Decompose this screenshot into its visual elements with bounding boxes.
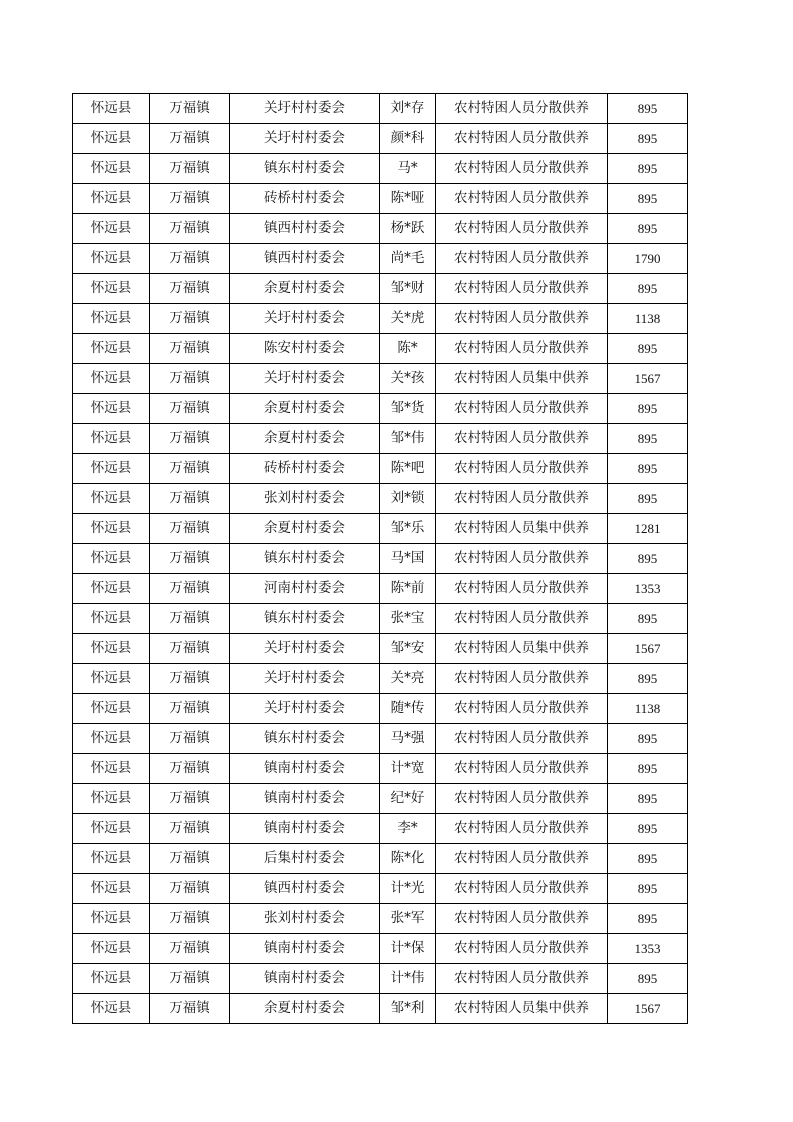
county-cell: 怀远县	[73, 514, 150, 544]
name-cell: 邹*货	[380, 394, 436, 424]
name-cell: 邹*安	[380, 634, 436, 664]
town-cell: 万福镇	[150, 814, 230, 844]
name-cell: 李*	[380, 814, 436, 844]
village-committee-cell: 关圩村村委会	[230, 664, 380, 694]
amount-cell: 1567	[608, 994, 688, 1024]
table-row	[73, 304, 688, 334]
category-cell: 农村特困人员分散供养	[436, 724, 608, 754]
category-cell: 农村特困人员分散供养	[436, 694, 608, 724]
category-cell: 农村特困人员分散供养	[436, 904, 608, 934]
village-committee-cell: 镇南村村委会	[230, 754, 380, 784]
name-cell: 刘*存	[380, 94, 436, 124]
name-cell: 陈*吧	[380, 454, 436, 484]
amount-cell: 895	[608, 844, 688, 874]
table-row	[73, 454, 688, 484]
village-committee-cell: 关圩村村委会	[230, 364, 380, 394]
relief-roster-table	[72, 93, 688, 1024]
town-cell: 万福镇	[150, 844, 230, 874]
village-committee-cell: 余夏村村委会	[230, 424, 380, 454]
name-cell: 计*光	[380, 874, 436, 904]
county-cell: 怀远县	[73, 664, 150, 694]
town-cell: 万福镇	[150, 214, 230, 244]
category-cell: 农村特困人员集中供养	[436, 634, 608, 664]
name-cell: 邹*伟	[380, 424, 436, 454]
table-row	[73, 244, 688, 274]
amount-cell: 895	[608, 874, 688, 904]
table-row	[73, 874, 688, 904]
table-row	[73, 124, 688, 154]
village-committee-cell: 关圩村村委会	[230, 304, 380, 334]
town-cell: 万福镇	[150, 694, 230, 724]
amount-cell: 895	[608, 394, 688, 424]
town-cell: 万福镇	[150, 784, 230, 814]
table-row	[73, 844, 688, 874]
table-row	[73, 334, 688, 364]
county-cell: 怀远县	[73, 394, 150, 424]
category-cell: 农村特困人员分散供养	[436, 214, 608, 244]
town-cell: 万福镇	[150, 664, 230, 694]
village-committee-cell: 砖桥村村委会	[230, 454, 380, 484]
name-cell: 邹*利	[380, 994, 436, 1024]
category-cell: 农村特困人员分散供养	[436, 304, 608, 334]
name-cell: 邹*财	[380, 274, 436, 304]
amount-cell: 895	[608, 784, 688, 814]
town-cell: 万福镇	[150, 574, 230, 604]
amount-cell: 895	[608, 154, 688, 184]
town-cell: 万福镇	[150, 964, 230, 994]
village-committee-cell: 余夏村村委会	[230, 394, 380, 424]
village-committee-cell: 陈安村村委会	[230, 334, 380, 364]
table-row	[73, 154, 688, 184]
county-cell: 怀远县	[73, 784, 150, 814]
table-row	[73, 904, 688, 934]
village-committee-cell: 余夏村村委会	[230, 994, 380, 1024]
category-cell: 农村特困人员分散供养	[436, 844, 608, 874]
town-cell: 万福镇	[150, 424, 230, 454]
county-cell: 怀远县	[73, 544, 150, 574]
village-committee-cell: 镇西村村委会	[230, 874, 380, 904]
category-cell: 农村特困人员分散供养	[436, 874, 608, 904]
amount-cell: 1138	[608, 694, 688, 724]
county-cell: 怀远县	[73, 814, 150, 844]
category-cell: 农村特困人员分散供养	[436, 274, 608, 304]
table-row	[73, 184, 688, 214]
category-cell: 农村特困人员集中供养	[436, 514, 608, 544]
county-cell: 怀远县	[73, 304, 150, 334]
county-cell: 怀远县	[73, 364, 150, 394]
category-cell: 农村特困人员分散供养	[436, 454, 608, 484]
name-cell: 陈*化	[380, 844, 436, 874]
name-cell: 马*	[380, 154, 436, 184]
amount-cell: 895	[608, 604, 688, 634]
category-cell: 农村特困人员分散供养	[436, 544, 608, 574]
category-cell: 农村特困人员分散供养	[436, 964, 608, 994]
amount-cell: 1353	[608, 934, 688, 964]
name-cell: 关*虎	[380, 304, 436, 334]
category-cell: 农村特困人员分散供养	[436, 784, 608, 814]
amount-cell: 895	[608, 334, 688, 364]
table-row	[73, 934, 688, 964]
village-committee-cell: 余夏村村委会	[230, 514, 380, 544]
name-cell: 张*宝	[380, 604, 436, 634]
name-cell: 邹*乐	[380, 514, 436, 544]
town-cell: 万福镇	[150, 754, 230, 784]
county-cell: 怀远县	[73, 694, 150, 724]
village-committee-cell: 关圩村村委会	[230, 634, 380, 664]
village-committee-cell: 张刘村村委会	[230, 904, 380, 934]
village-committee-cell: 余夏村村委会	[230, 274, 380, 304]
village-committee-cell: 镇东村村委会	[230, 544, 380, 574]
amount-cell: 895	[608, 754, 688, 784]
table-row	[73, 544, 688, 574]
name-cell: 尚*毛	[380, 244, 436, 274]
town-cell: 万福镇	[150, 904, 230, 934]
name-cell: 陈*前	[380, 574, 436, 604]
table-row	[73, 394, 688, 424]
amount-cell: 895	[608, 664, 688, 694]
town-cell: 万福镇	[150, 634, 230, 664]
county-cell: 怀远县	[73, 124, 150, 154]
town-cell: 万福镇	[150, 604, 230, 634]
village-committee-cell: 关圩村村委会	[230, 694, 380, 724]
category-cell: 农村特困人员集中供养	[436, 994, 608, 1024]
category-cell: 农村特困人员分散供养	[436, 94, 608, 124]
town-cell: 万福镇	[150, 274, 230, 304]
amount-cell: 1567	[608, 634, 688, 664]
category-cell: 农村特困人员分散供养	[436, 334, 608, 364]
town-cell: 万福镇	[150, 874, 230, 904]
county-cell: 怀远县	[73, 454, 150, 484]
town-cell: 万福镇	[150, 724, 230, 754]
amount-cell: 895	[608, 274, 688, 304]
table-row	[73, 724, 688, 754]
category-cell: 农村特困人员分散供养	[436, 154, 608, 184]
village-committee-cell: 关圩村村委会	[230, 124, 380, 154]
county-cell: 怀远县	[73, 424, 150, 454]
table-row	[73, 784, 688, 814]
table-body	[73, 94, 688, 1024]
name-cell: 张*军	[380, 904, 436, 934]
category-cell: 农村特困人员分散供养	[436, 484, 608, 514]
name-cell: 纪*好	[380, 784, 436, 814]
town-cell: 万福镇	[150, 304, 230, 334]
name-cell: 计*伟	[380, 964, 436, 994]
category-cell: 农村特困人员分散供养	[436, 244, 608, 274]
table-row	[73, 514, 688, 544]
table-row	[73, 274, 688, 304]
county-cell: 怀远县	[73, 154, 150, 184]
town-cell: 万福镇	[150, 934, 230, 964]
village-committee-cell: 后集村村委会	[230, 844, 380, 874]
name-cell: 刘*锁	[380, 484, 436, 514]
table-row	[73, 664, 688, 694]
amount-cell: 895	[608, 904, 688, 934]
county-cell: 怀远县	[73, 334, 150, 364]
county-cell: 怀远县	[73, 274, 150, 304]
town-cell: 万福镇	[150, 484, 230, 514]
name-cell: 马*强	[380, 724, 436, 754]
table-row	[73, 424, 688, 454]
village-committee-cell: 砖桥村村委会	[230, 184, 380, 214]
county-cell: 怀远县	[73, 184, 150, 214]
amount-cell: 895	[608, 454, 688, 484]
table-row	[73, 364, 688, 394]
village-committee-cell: 镇南村村委会	[230, 934, 380, 964]
amount-cell: 895	[608, 214, 688, 244]
county-cell: 怀远县	[73, 214, 150, 244]
table-row	[73, 214, 688, 244]
amount-cell: 895	[608, 424, 688, 454]
amount-cell: 895	[608, 724, 688, 754]
name-cell: 关*孩	[380, 364, 436, 394]
name-cell: 关*亮	[380, 664, 436, 694]
category-cell: 农村特困人员分散供养	[436, 604, 608, 634]
village-committee-cell: 张刘村村委会	[230, 484, 380, 514]
category-cell: 农村特困人员分散供养	[436, 184, 608, 214]
county-cell: 怀远县	[73, 484, 150, 514]
name-cell: 随*传	[380, 694, 436, 724]
amount-cell: 895	[608, 814, 688, 844]
amount-cell: 895	[608, 184, 688, 214]
village-committee-cell: 河南村村委会	[230, 574, 380, 604]
town-cell: 万福镇	[150, 394, 230, 424]
county-cell: 怀远县	[73, 904, 150, 934]
village-committee-cell: 镇东村村委会	[230, 604, 380, 634]
county-cell: 怀远县	[73, 964, 150, 994]
village-committee-cell: 镇东村村委会	[230, 154, 380, 184]
name-cell: 颜*科	[380, 124, 436, 154]
name-cell: 陈*	[380, 334, 436, 364]
town-cell: 万福镇	[150, 244, 230, 274]
village-committee-cell: 镇西村村委会	[230, 214, 380, 244]
name-cell: 陈*哑	[380, 184, 436, 214]
county-cell: 怀远县	[73, 634, 150, 664]
amount-cell: 1138	[608, 304, 688, 334]
table-row	[73, 574, 688, 604]
amount-cell: 895	[608, 124, 688, 154]
category-cell: 农村特困人员分散供养	[436, 424, 608, 454]
town-cell: 万福镇	[150, 454, 230, 484]
amount-cell: 895	[608, 544, 688, 574]
county-cell: 怀远县	[73, 724, 150, 754]
village-committee-cell: 镇西村村委会	[230, 244, 380, 274]
town-cell: 万福镇	[150, 364, 230, 394]
town-cell: 万福镇	[150, 94, 230, 124]
category-cell: 农村特困人员分散供养	[436, 814, 608, 844]
county-cell: 怀远县	[73, 844, 150, 874]
table-row	[73, 994, 688, 1024]
table-row	[73, 604, 688, 634]
county-cell: 怀远县	[73, 994, 150, 1024]
county-cell: 怀远县	[73, 574, 150, 604]
county-cell: 怀远县	[73, 604, 150, 634]
county-cell: 怀远县	[73, 934, 150, 964]
table-row	[73, 634, 688, 664]
amount-cell: 1281	[608, 514, 688, 544]
table-row	[73, 754, 688, 784]
category-cell: 农村特困人员分散供养	[436, 754, 608, 784]
town-cell: 万福镇	[150, 514, 230, 544]
town-cell: 万福镇	[150, 184, 230, 214]
category-cell: 农村特困人员分散供养	[436, 124, 608, 154]
table-row	[73, 94, 688, 124]
county-cell: 怀远县	[73, 754, 150, 784]
village-committee-cell: 镇东村村委会	[230, 724, 380, 754]
table-row	[73, 814, 688, 844]
name-cell: 计*宽	[380, 754, 436, 784]
village-committee-cell: 镇南村村委会	[230, 964, 380, 994]
name-cell: 马*国	[380, 544, 436, 574]
amount-cell: 1353	[608, 574, 688, 604]
town-cell: 万福镇	[150, 334, 230, 364]
table-row	[73, 964, 688, 994]
table-row	[73, 694, 688, 724]
amount-cell: 1567	[608, 364, 688, 394]
name-cell: 杨*跃	[380, 214, 436, 244]
town-cell: 万福镇	[150, 154, 230, 184]
name-cell: 计*保	[380, 934, 436, 964]
village-committee-cell: 关圩村村委会	[230, 94, 380, 124]
category-cell: 农村特困人员分散供养	[436, 934, 608, 964]
category-cell: 农村特困人员分散供养	[436, 664, 608, 694]
amount-cell: 895	[608, 94, 688, 124]
town-cell: 万福镇	[150, 124, 230, 154]
amount-cell: 1790	[608, 244, 688, 274]
category-cell: 农村特困人员分散供养	[436, 574, 608, 604]
county-cell: 怀远县	[73, 244, 150, 274]
category-cell: 农村特困人员集中供养	[436, 364, 608, 394]
category-cell: 农村特困人员分散供养	[436, 394, 608, 424]
county-cell: 怀远县	[73, 874, 150, 904]
table-row	[73, 484, 688, 514]
amount-cell: 895	[608, 964, 688, 994]
village-committee-cell: 镇南村村委会	[230, 784, 380, 814]
town-cell: 万福镇	[150, 994, 230, 1024]
amount-cell: 895	[608, 484, 688, 514]
village-committee-cell: 镇南村村委会	[230, 814, 380, 844]
county-cell: 怀远县	[73, 94, 150, 124]
town-cell: 万福镇	[150, 544, 230, 574]
